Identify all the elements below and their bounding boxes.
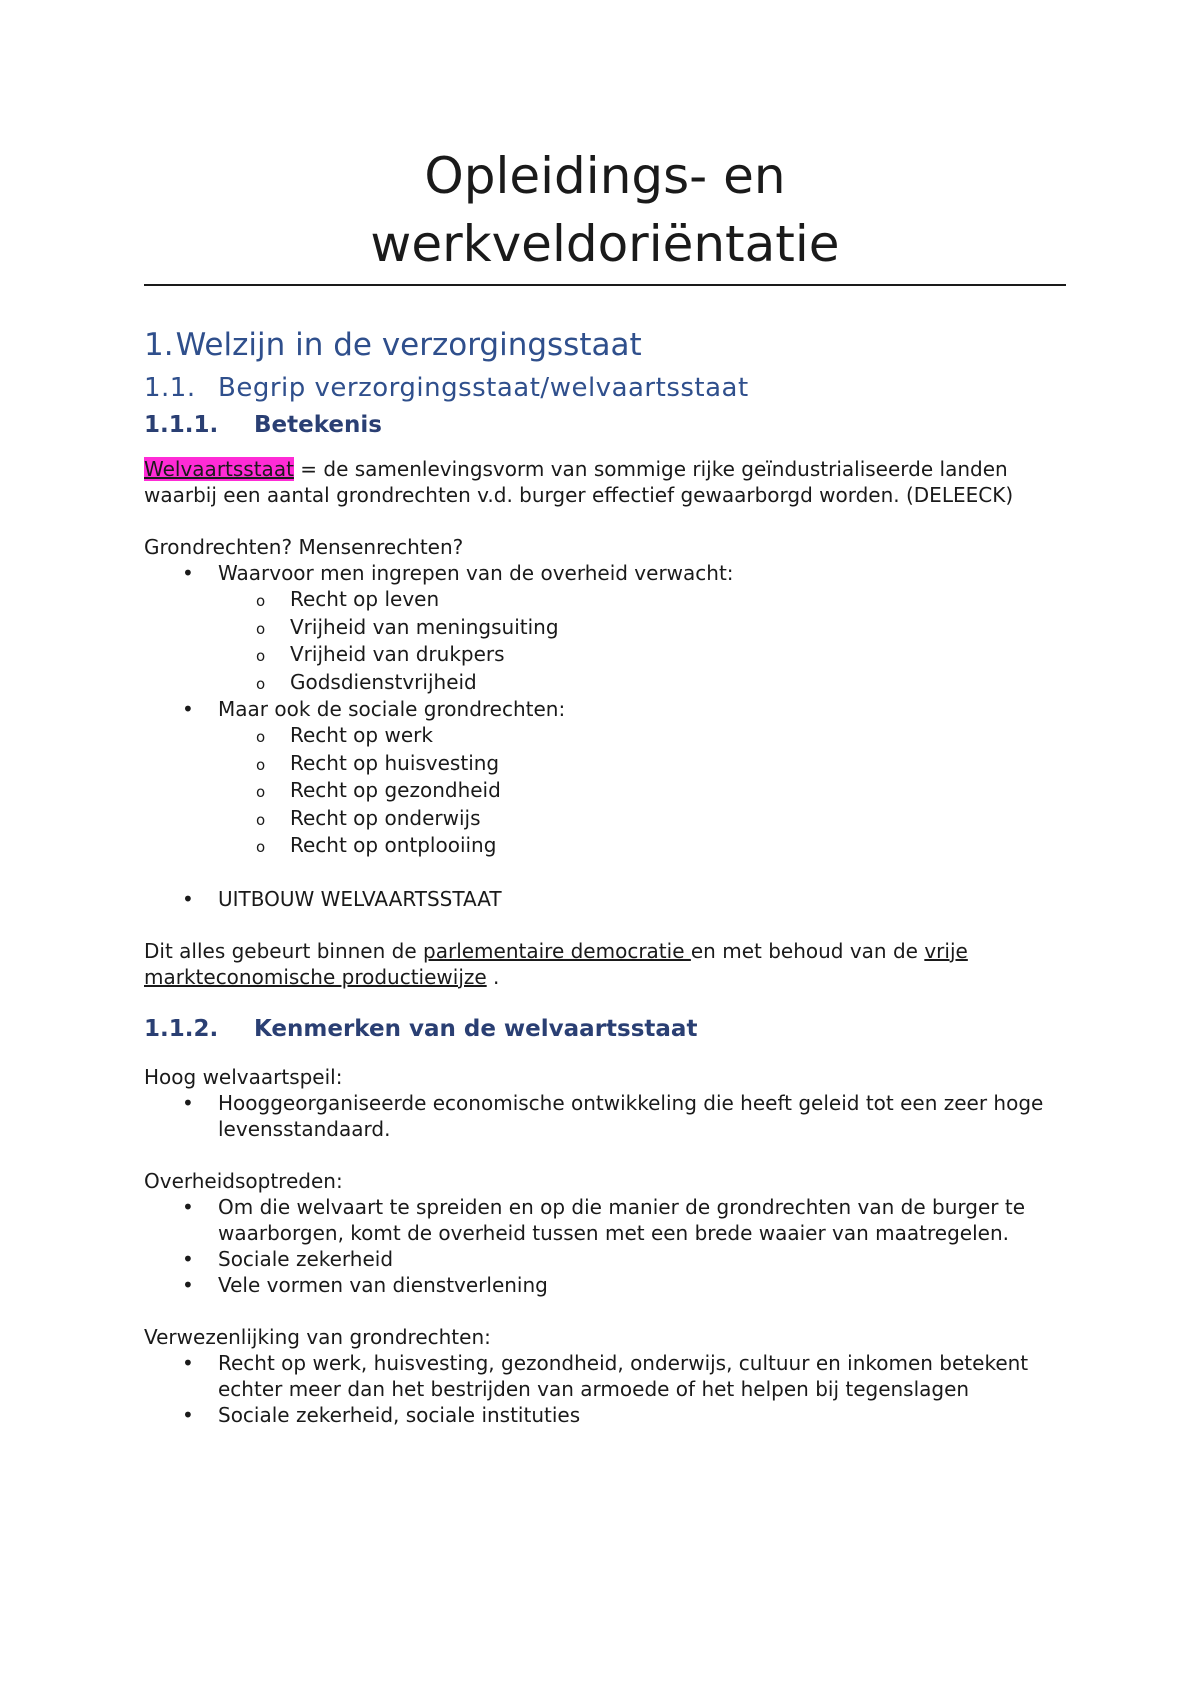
- rights-list: [144, 560, 1066, 912]
- sub-list-item: [144, 750, 1066, 778]
- sub-item-text: Recht op werk: [290, 723, 433, 747]
- document-body: [144, 324, 1066, 1428]
- sub-list-item: [144, 641, 1066, 669]
- sub-list-item: [144, 805, 1066, 833]
- link-vrije-markteconomie: vrije markteconomische productiewijze: [144, 938, 968, 989]
- group-heading: Overheidsoptreden:: [144, 1168, 343, 1193]
- list-item: • Hooggeorganiseerde economische ontwikkeling die heeft geleid tot een zeer hoge levensstandaard.: [144, 1090, 1066, 1142]
- rights-question: Grondrechten? Mensenrechten?: [144, 535, 464, 559]
- definition-paragraph: [144, 456, 1066, 508]
- closing-text: en met behoud van de: [690, 938, 925, 963]
- heading-1-1-1-number: 1.1.1.: [144, 412, 219, 438]
- link-parlementaire-democratie: parlementaire democratie: [423, 938, 691, 963]
- sub-item-text: Vrijheid van drukpers: [290, 642, 505, 666]
- circle-bullet-icon: o: [256, 838, 266, 856]
- bullet-text: Waarvoor men ingrepen van de overheid verwacht:: [218, 561, 734, 585]
- sub-item-text: Vrijheid van meningsuiting: [290, 614, 559, 639]
- sub-item-text: Recht op ontplooiing: [290, 833, 497, 857]
- circle-bullet-icon: o: [256, 810, 266, 829]
- title-line-1: Opleidings- en: [424, 147, 786, 205]
- sub-list-item: [144, 669, 1066, 697]
- circle-bullet-icon: o: [256, 647, 266, 665]
- list-item: [144, 886, 1066, 912]
- group-list: [144, 1350, 1066, 1428]
- list-item: [144, 560, 1066, 696]
- heading-1-1-1: [144, 408, 1066, 442]
- document-title: [144, 142, 1066, 286]
- sub-list: [144, 586, 1066, 696]
- circle-bullet-icon: o: [256, 783, 266, 801]
- heading-1-title: Welzijn in de verzorgingsstaat: [175, 327, 642, 363]
- bullet-text: Maar ook de sociale grondrechten:: [218, 697, 566, 721]
- group-list: [144, 1194, 1066, 1298]
- circle-bullet-icon: o: [256, 674, 266, 693]
- bullet-text: UITBOUW WELVAARTSSTAAT: [218, 886, 502, 911]
- sub-item-text: Godsdienstvrijheid: [290, 669, 477, 694]
- heading-1-number: 1.: [144, 327, 174, 363]
- sub-list-item: [144, 777, 1066, 805]
- list-item: • Om die welvaart te spreiden en op die manier de grondrechten van de burger te waarborgen, komt de overheid tussen met een brede waaier van maatregelen.: [144, 1194, 1066, 1246]
- heading-1-1: [144, 370, 1066, 406]
- sub-list: [144, 722, 1066, 860]
- heading-1-1-2-title: Kenmerken van de welvaartsstaat: [254, 1015, 698, 1042]
- heading-1-1-2: [144, 1012, 1066, 1046]
- heading-1-1-title: Begrip verzorgingsstaat/welvaartsstaat: [218, 373, 749, 403]
- closing-text: Dit alles gebeurt binnen de: [144, 938, 424, 963]
- sub-item-text: Recht op onderwijs: [290, 805, 481, 830]
- list-item: [144, 696, 1066, 860]
- list-item: • Vele vormen van dienstverlening: [144, 1272, 1066, 1298]
- sub-item-text: Recht op gezondheid: [290, 778, 501, 802]
- closing-text: .: [486, 964, 500, 989]
- circle-bullet-icon: o: [256, 728, 266, 746]
- circle-bullet-icon: o: [256, 592, 266, 610]
- heading-1-1-1-title: Betekenis: [254, 412, 382, 438]
- heading-1: [144, 324, 1066, 366]
- sub-item-text: Recht op huisvesting: [290, 750, 500, 775]
- list-item: • Recht op werk, huisvesting, gezondheid, onderwijs, cultuur en inkomen betekent echter meer dan het bestrijden van armoede of het helpen bij tegenslagen: [144, 1350, 1066, 1402]
- title-line-2: werkveldoriëntatie: [370, 215, 840, 273]
- sub-list-item: [144, 722, 1066, 750]
- list-item: • Sociale zekerheid: [144, 1246, 1066, 1272]
- definition-term: Welvaartsstaat: [144, 457, 294, 481]
- sub-list-item: [144, 614, 1066, 642]
- list-item: • Sociale zekerheid, sociale instituties: [144, 1402, 1066, 1428]
- sub-list-item: [144, 586, 1066, 614]
- sub-item-text: Recht op leven: [290, 587, 440, 611]
- circle-bullet-icon: o: [256, 755, 266, 774]
- group-list: [144, 1090, 1066, 1142]
- closing-paragraph: [144, 938, 1066, 990]
- heading-1-1-2-number: 1.1.2.: [144, 1015, 219, 1042]
- sub-list-item: [144, 832, 1066, 860]
- group-heading: Hoog welvaartspeil:: [144, 1064, 343, 1089]
- definition-text: = de samenlevingsvorm van sommige rijke geïndustrialiseerde landen waarbij een aantal grondrechten v.d. burger effectief gewaarborgd worden. (DELEECK): [144, 457, 1014, 507]
- circle-bullet-icon: o: [256, 619, 266, 638]
- heading-1-1-number: 1.1.: [144, 373, 196, 403]
- group-heading: Verwezenlijking van grondrechten:: [144, 1324, 491, 1349]
